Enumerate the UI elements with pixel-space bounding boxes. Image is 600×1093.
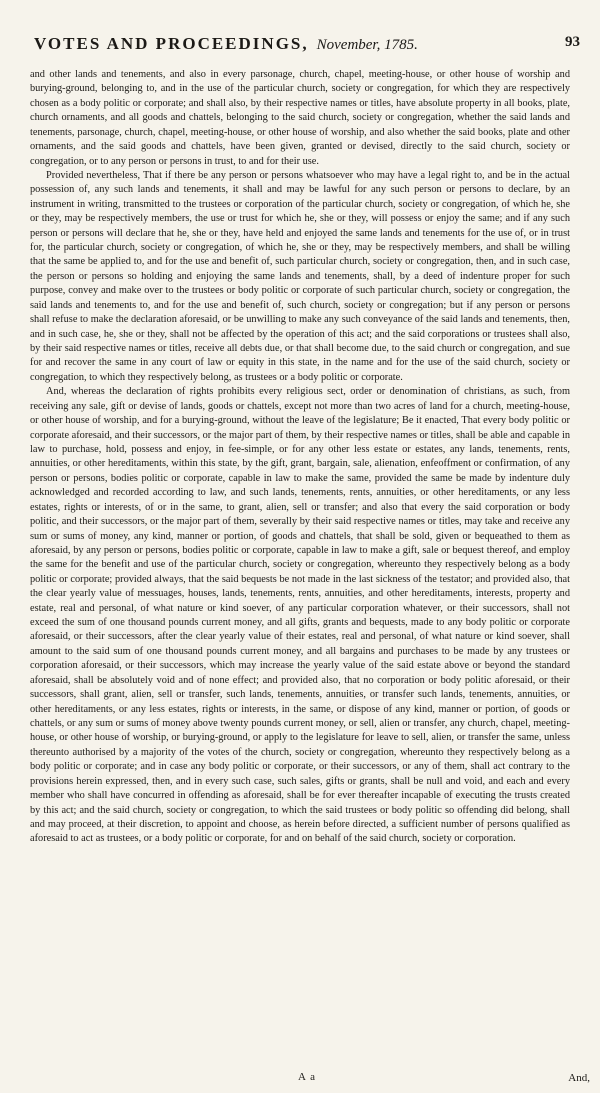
catchword: And,	[568, 1072, 590, 1084]
signature-mark: A a	[298, 1071, 316, 1083]
running-head-title: VOTES AND PROCEEDINGS,	[34, 34, 309, 53]
page-number: 93	[565, 34, 580, 50]
running-head	[34, 34, 590, 56]
running-head-date: November, 1785.	[316, 37, 418, 53]
body-text	[30, 68, 570, 847]
paragraph-enactment: And, whereas the declaration of rights prohibits every religious sect, order or denomination of christians, as such, from receiving any sale, gift or devise of lands, goods or chattels, except not more than two acres of land for a church, meeting-house, or other house of worship, and for a burying-ground, without the leave of the legislature; Be it enacted, That every body politic or corporate aforesaid, and their successors, or the major part of them, by their respective names or titles, shall be able and capable in law to purchase, hold, possess and enjoy, in fee-simple, or for any other less estate or estates, any lands, tenements, rents, annuities, or other hereditaments, within this state, by the gift, grant, bargain, sale, alienation, enfeoffment or confirmation, of any person or persons, bodies politic or corporate, capable in law to make the same, provided the same be made by indenture duly acknowledged and recorded according to law, and such lands, tenements, rents, annuities, or other hereditaments, or any less estates, rights or interests, of or in the same, to grant, alien, sell or transfer; and also that every the said corporation or body politic, and their successors, or the major part of them, severally by their said respective names or titles, may take and receive any sum or sums of money, any kind, manner or portion, of goods and chattels, that shall be sold, given or bequeathed to them as aforesaid, by any person or persons, bodies politic or corporate, capable in law to make a gift, sale or bequest thereof, and employ the same for the benefit and use of the particular church, society or congregation, whereunto they respectively belong as a body politic or corporate; provided always, that the said bequests be not made in the last sickness of the testator; and provided also, that the clear yearly value of messuages, houses, lands, tenements, rents, annuities, and other hereditaments, interests, property and estate, real and personal, of what nature or kind soever, of any particular corporation whatever, or their successors, shall not exceed the sum of one thousand pounds current money, and all gifts, grants and bequests, made to any body politic or corporate aforesaid, or their successors, after the clear yearly value of their estates, real and personal, of what nature or kind soever, shall amount to the said sum of one thousand pounds current money, and all bargains and purchases to be made by any trustees or corporation aforesaid, or their successors, which may increase the yearly value of the said estate above or beyond the standard aforesaid, shall be absolutely void and of none effect; and provided also, that no corporation or body politic aforesaid, or their successors, shall grant, alien, sell or transfer, such lands, tenements, annuities, or transfer such lands, tenements, annuities, or other hereditaments, or any less estates, rights or interests, in the same, or dispose of any kind, manner or portion, of goods or chattels, or any sum or sums of money above twenty pounds current money, or sell, alien or transfer, any church, chapel, meeting-house, or other house of worship, or burying-ground, or apply to the legislature for leave to sell, alien, or transfer the same, unless thereunto authorised by a majority of the votes of the church, society or congregation, whereunto they respectively belong as a body politic or corporate; and in case any body politic or corporate, or their successors, or any of them, shall act contrary to the provisions herein expressed, then, and in every such case, such sales, gifts or grants, shall be null and void, and each and every member who shall have concurred in offending as aforesaid, shall be for ever thereafter incapable of executing the trusts created by this act; and the said church, society or congregation, to which the said trustees or body politic so offending did belong, shall and may proceed, at their discretion, to appoint and choose, as herein before directed, a sufficient number of persons qualified as aforesaid to act as trustees, or a body politic or corporate, for and on behalf of the said church, society or corporation.	[30, 386, 570, 845]
paragraph-continued: and other lands and tenements, and also in every parsonage, church, chapel, meeting-house, or other house of worship and burying-ground, belonging to, and in the use of the particular church, society or congregation, for which they are respectively chosen as a body politic or corporate; and shall also, by their respective names or titles, have absolute property in all books, plate, church ornaments, and all goods and chattels, belonging to the said church, society or congregation, whether the said lands and tenements, parsonage, church, chapel, meeting-house, or other house of worship, and also whether the said books, plate and other ornaments, and the said goods and chattels, have been given, granted or devised, directly to the said church, society or congregation, or to any person or persons in trust, to and for their use.	[30, 69, 570, 167]
paragraph-proviso: Provided nevertheless, That if there be any person or persons whatsoever who may have a legal right to, and be in the actual possession of, any such lands and tenements, it shall and may be lawful for any such person or persons to declare, by an instrument in writing, transmitted to the trustees or corporation of the particular church, society or congregation, of which he, she or they, may be respectively members, the use or trust for which he, she or they, will possess or enjoy the same; and if any such person or persons will declare that he, she or they, have held and enjoyed the same lands and tenements for the use of, or in trust for, the particular church, society or congregation, of which he, she or they, may be respectively members, and shall be willing that the same be applied to, and for the use and benefit of, such particular church, society or congregation, then, and in such case, the person or persons so holding and enjoying the same lands and tenements, shall, by a deed of indenture proper for such purpose, convey and make over to the trustees or body politic or corporate of such particular church, society or congregation, the said lands and tenements to, and for the use and benefit of, such church, society or congregation; but if any person or persons shall refuse to make the declaration aforesaid, or be unwilling to make any such conveyance of the said lands and tenements, then, and in such case, he, she or they, shall not be affected by the operation of this act; and the said corporations or trustees shall also, by their said respective names or titles, receive all debts due, or that shall become due, to the said church or congregation, and sue for and recover the same in any court of law or equity in this state, in the name and for the use of the said church, society or congregation, to which they respectively belong, as trustees or a body politic or corporate.	[30, 169, 570, 383]
